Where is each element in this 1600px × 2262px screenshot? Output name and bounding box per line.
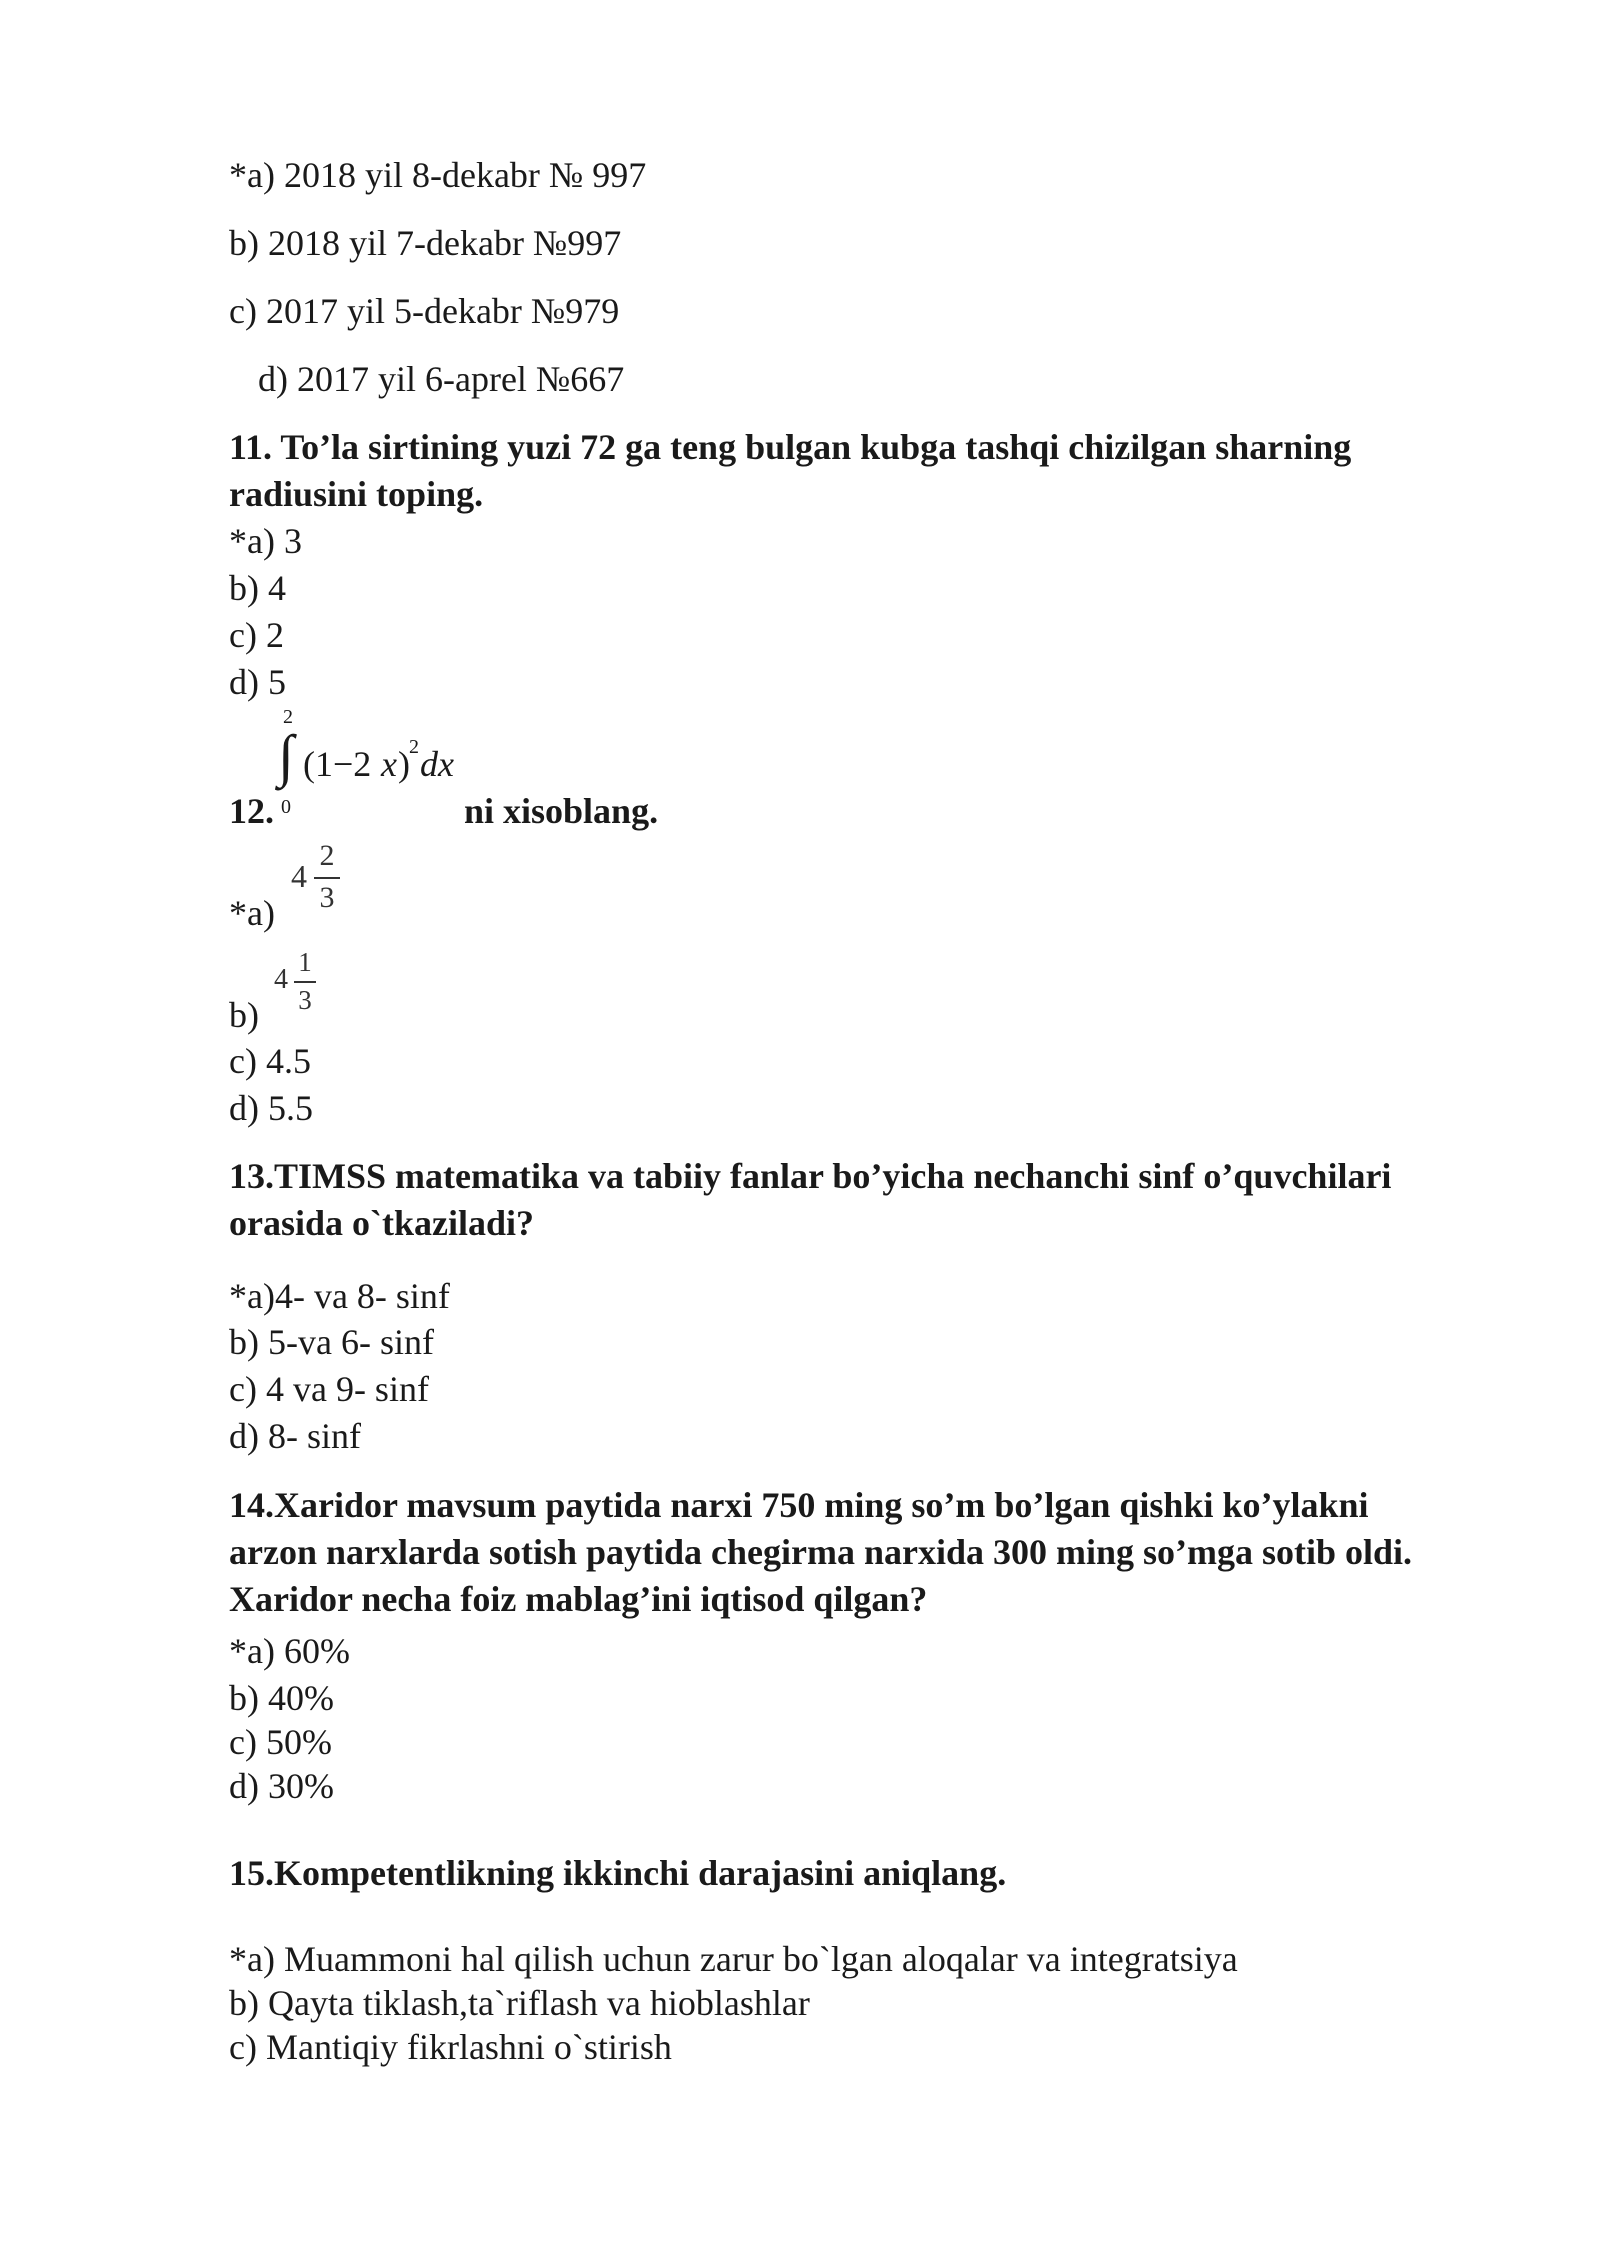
- q12-option-a-label: *a): [229, 893, 275, 933]
- q11-text-line2: radiusini toping.: [229, 474, 484, 514]
- q11-option-d: d) 5: [229, 662, 286, 702]
- fraction: [294, 946, 316, 1018]
- q10-option-b: b) 2018 yil 7-dekabr №997: [229, 223, 622, 263]
- integrand-power: 2: [409, 736, 419, 758]
- q11-option-b: b) 4: [229, 568, 286, 608]
- q13-option-a: *a)4- va 8- sinf: [229, 1276, 450, 1316]
- fraction-numerator: 1: [298, 947, 312, 977]
- q14-text-line3: Xaridor necha foiz mablag’ini iqtisod qilgan?: [229, 1579, 928, 1619]
- fraction-whole: 4: [291, 858, 307, 894]
- fraction-numerator: 2: [319, 839, 335, 872]
- fraction-bar: [314, 877, 340, 879]
- q15-option-c: c) Mantiqiy fikrlashni o`stirish: [229, 2027, 672, 2067]
- q10-option-d: d) 2017 yil 6-aprel №667: [258, 359, 625, 399]
- q11-text-line1: 11. To’la sirtining yuzi 72 ga teng bulgan kubga tashqi chizilgan sharning: [229, 427, 1352, 467]
- q14-text-line1: 14.Xaridor mavsum paytida narxi 750 ming so’m bo’lgan qishki ko’ylakni: [229, 1485, 1369, 1525]
- q15-option-a: *a) Muammoni hal qilish uchun zarur bo`lgan aloqalar va integratsiya: [229, 1939, 1238, 1979]
- q12-option-b-label: b): [229, 995, 259, 1035]
- integrand-close: ): [398, 744, 410, 784]
- q11-option-a: *a) 3: [229, 521, 302, 561]
- integrand-variable: x: [381, 744, 397, 784]
- q13-option-c: c) 4 va 9- sinf: [229, 1369, 429, 1409]
- q14-text-line2: arzon narxlarda sotish paytida chegirma narxida 300 ming so’mga sotib oldi.: [229, 1532, 1413, 1572]
- q14-option-d: d) 30%: [229, 1766, 334, 1806]
- q12-option-d: d) 5.5: [229, 1088, 313, 1128]
- q15-option-b: b) Qayta tiklash,ta`riflash va hioblashlar: [229, 1983, 810, 2023]
- q12-suffix: ni xisoblang.: [464, 791, 659, 831]
- q12-number: 12.: [229, 791, 274, 831]
- q11-option-c: c) 2: [229, 615, 284, 655]
- fraction-denominator: 3: [298, 985, 312, 1015]
- fraction-denominator: 3: [319, 881, 335, 914]
- q10-option-c: c) 2017 yil 5-dekabr №979: [229, 291, 620, 331]
- fraction: [314, 838, 340, 918]
- q14-option-c: c) 50%: [229, 1722, 332, 1762]
- q13-option-d: d) 8- sinf: [229, 1416, 361, 1456]
- q10-option-a: *a) 2018 yil 8-dekabr № 997: [229, 155, 647, 195]
- q12-option-c: c) 4.5: [229, 1041, 311, 1081]
- fraction-whole: 4: [274, 964, 288, 995]
- q15-text: 15.Kompetentlikning ikkinchi darajasini aniqlang.: [229, 1853, 1007, 1893]
- integral-lower-limit: 0: [281, 796, 291, 818]
- integral-upper-limit: 2: [283, 706, 293, 728]
- q13-text-line1: 13.TIMSS matematika va tabiiy fanlar bo’yicha nechanchi sinf o’quvchilari: [229, 1156, 1392, 1196]
- integral-sign: ∫: [278, 723, 294, 788]
- q14-option-a: *a) 60%: [229, 1631, 350, 1671]
- q13-text-line2: orasida o`tkaziladi?: [229, 1203, 535, 1243]
- q13-option-b: b) 5-va 6- sinf: [229, 1322, 434, 1362]
- q14-option-b: b) 40%: [229, 1678, 334, 1718]
- integral-differential: dx: [420, 744, 454, 784]
- integrand-open: (1−2: [303, 744, 372, 784]
- fraction-bar: [294, 981, 316, 983]
